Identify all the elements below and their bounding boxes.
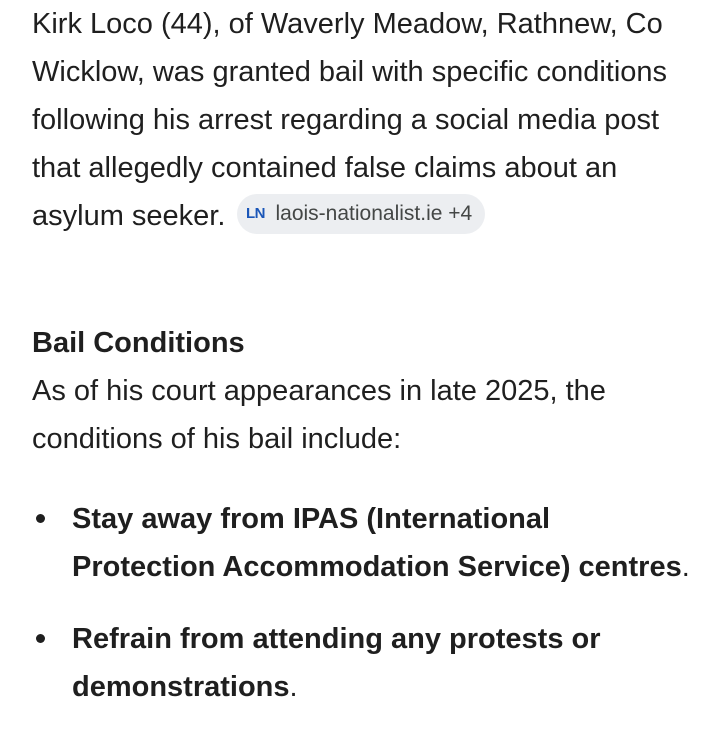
list-item-bold-text: Stay away from IPAS (International Protection Accommodation Service) centres <box>72 503 682 583</box>
section-paragraph: As of his court appearances in late 2025, the conditions of his bail include: <box>32 375 606 455</box>
source-chip-label: laois-nationalist.ie +4 <box>275 202 473 226</box>
intro-paragraph <box>32 0 692 240</box>
list-item <box>32 615 692 711</box>
list-item-bold-text: Refrain from attending any protests or demonstrations <box>72 623 601 703</box>
bullet-icon <box>36 634 45 643</box>
laois-nationalist-logo-icon: LN <box>245 205 265 223</box>
conditions-list <box>32 495 692 735</box>
list-item-tail: . <box>681 551 690 583</box>
section-heading: Bail Conditions <box>32 327 245 359</box>
list-item-tail: . <box>289 671 298 703</box>
intro-text: Kirk Loco (44), of Waverly Meadow, Rathnew, Co Wicklow, was granted bail with specific conditions following his arrest regarding a social media post that allegedly contained false claims about an asylum seeker. <box>32 8 668 232</box>
source-chip[interactable] <box>237 194 485 234</box>
bullet-icon <box>36 514 45 523</box>
list-item <box>32 495 692 591</box>
